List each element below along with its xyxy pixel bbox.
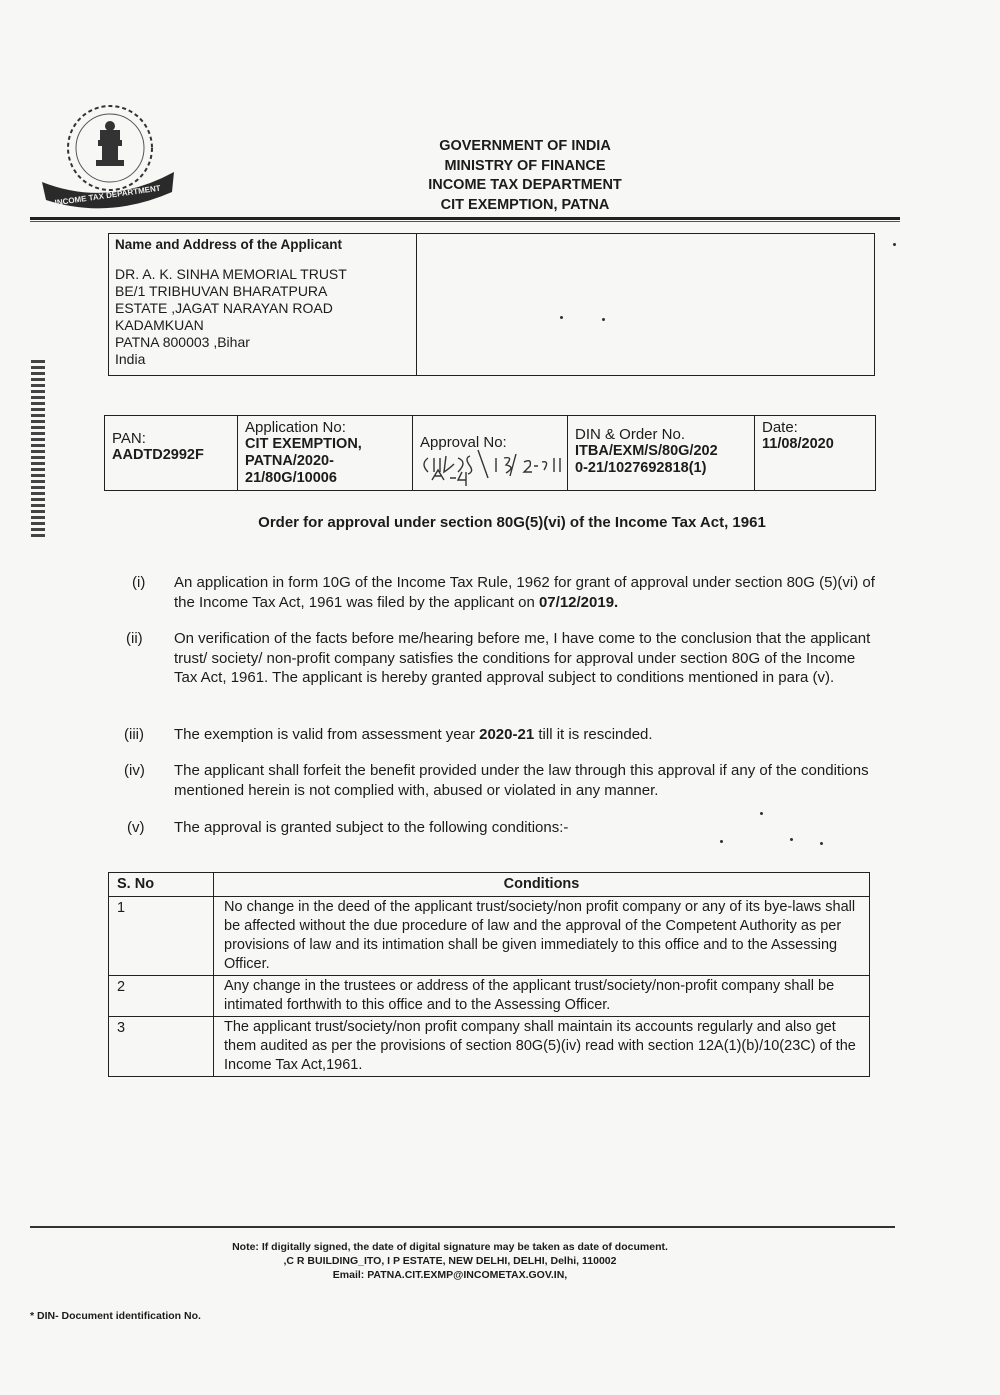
handwritten-approval-note xyxy=(414,436,574,494)
condition-number: 1 xyxy=(109,897,214,976)
paragraph-number: (iv) xyxy=(124,762,145,779)
filing-date: 07/12/2019. xyxy=(538,593,619,611)
pan-value: AADTD2992F xyxy=(112,447,204,463)
paragraph-text: An application in form 10G of the Income Tax Rule, 1962 for grant of approval under section 80G (5)(vi) of the Income Tax Act, 1961 was filed by the applicant on xyxy=(174,574,875,611)
footer-rule xyxy=(30,1226,895,1228)
scan-speck xyxy=(720,840,723,843)
din-label: DIN & Order No. xyxy=(575,426,686,443)
scan-speck xyxy=(602,318,605,321)
date-cell xyxy=(755,416,876,491)
order-title: Order for approval under section 80G(5)(vi) of the Income Tax Act, 1961 xyxy=(258,514,766,531)
table-header-row xyxy=(109,873,870,897)
paragraph-text: The exemption is valid from assessment year xyxy=(174,726,475,743)
table-row xyxy=(109,976,870,1017)
table-row xyxy=(109,897,870,976)
scan-speck xyxy=(560,316,563,319)
scan-speck xyxy=(893,243,896,246)
condition-text: No change in the deed of the applicant trust/society/non profit company or any of its bye-laws shall be affected without the due procedure of law and the approval of the Competent Authority as per provisions of law and its intimation shall be given immediately to this office and to the Assessing Officer. xyxy=(214,897,870,976)
applicant-label: Name and Address of the Applicant xyxy=(115,237,343,252)
address-line: PATNA 800003 ,Bihar xyxy=(115,334,250,350)
paragraph-text: till it is rescinded. xyxy=(538,726,653,743)
paragraph-number: (i) xyxy=(132,574,146,591)
paragraph-2 xyxy=(120,629,880,688)
header-line-3: INCOME TAX DEPARTMENT xyxy=(428,177,622,193)
scan-speck xyxy=(760,812,763,815)
paragraph-4 xyxy=(120,761,880,800)
table-row xyxy=(109,1017,870,1077)
paragraph-number: (v) xyxy=(127,819,145,836)
condition-text: Any change in the trustees or address of the applicant trust/society/non-profit company shall be intimated forthwith to this office and to the Assessing Officer. xyxy=(214,976,870,1017)
paragraph-5 xyxy=(120,818,880,838)
paragraph-3 xyxy=(120,725,880,745)
footer xyxy=(200,1240,700,1282)
scan-margin-barcode xyxy=(31,360,45,540)
header-line-1: GOVERNMENT OF INDIA xyxy=(439,138,611,154)
address-line: KADAMKUAN xyxy=(115,317,204,333)
din-footnote: * DIN- Document identification No. xyxy=(30,1310,201,1322)
condition-number: 3 xyxy=(109,1017,214,1077)
application-cell xyxy=(238,416,413,491)
header-line-4: CIT EXEMPTION, PATNA xyxy=(440,196,610,213)
condition-text: The applicant trust/society/non profit company shall maintain its accounts regularly and also get them audited as per the provisions of section 80G(5)(iv) read with section 12A(1)(b)/10(23C) of the Income Tax Act,1961. xyxy=(214,1017,870,1077)
applicant-box xyxy=(108,233,875,376)
date-label: Date: xyxy=(762,419,798,436)
application-value: CIT EXEMPTION, xyxy=(245,436,362,452)
applicant-cell xyxy=(109,234,417,376)
din-value: ITBA/EXM/S/80G/202 xyxy=(575,443,718,459)
header-rule xyxy=(30,217,900,220)
din-cell xyxy=(568,416,755,491)
department-header xyxy=(330,137,720,215)
application-value: 21/80G/10006 xyxy=(245,470,337,486)
header-line-2: MINISTRY OF FINANCE xyxy=(444,157,606,174)
paragraph-text: On verification of the facts before me/hearing before me, I have come to the conclusion that the applicant trust/ society/ non-profit company satisfies the conditions for approval under section 80G of the Income Tax Act, 1961. The applicant is hereby granted approval subject to conditions mentioned in para (v). xyxy=(174,630,871,686)
paragraph-1 xyxy=(120,573,880,612)
address-line: DR. A. K. SINHA MEMORIAL TRUST xyxy=(115,266,347,282)
address-line: ESTATE ,JAGAT NARAYAN ROAD xyxy=(115,300,333,316)
emblem-text: INCOME TAX DEPARTMENT xyxy=(54,183,162,208)
footer-email: Email: PATNA.CIT.EXMP@INCOMETAX.GOV.IN, xyxy=(332,1269,568,1281)
scan-speck xyxy=(790,838,793,841)
application-label: Application No: xyxy=(245,419,346,436)
address-line: BE/1 TRIBHUVAN BHARATPURA xyxy=(115,283,328,299)
conditions-table xyxy=(108,872,870,1077)
column-header-conditions: Conditions xyxy=(214,873,870,897)
column-header-sno: S. No xyxy=(109,873,214,897)
din-value: 0-21/1027692818(1) xyxy=(575,460,707,476)
date-value: 11/08/2020 xyxy=(762,436,834,452)
application-value: PATNA/2020- xyxy=(245,453,334,469)
paragraph-text: The approval is granted subject to the following conditions:- xyxy=(174,819,569,836)
footer-address: ,C R BUILDING_ITO, I P ESTATE, NEW DELHI, DELHI, Delhi, 110002 xyxy=(283,1255,617,1267)
scan-speck xyxy=(820,842,823,845)
applicant-blank-cell xyxy=(417,234,875,376)
condition-number: 2 xyxy=(109,976,214,1017)
address-line: India xyxy=(115,351,146,367)
paragraph-number: (iii) xyxy=(124,726,144,743)
assessment-year: 2020-21 xyxy=(479,726,535,743)
footer-note: Note: If digitally signed, the date of digital signature may be taken as date of document. xyxy=(232,1241,668,1253)
approval-label: Approval No: xyxy=(420,434,507,451)
pan-cell xyxy=(105,416,238,491)
paragraph-text: The applicant shall forfeit the benefit provided under the law through this approval if any of the conditions mentioned herein is not complied with, abused or violated in any manner. xyxy=(174,762,869,799)
pan-label: PAN: xyxy=(112,430,146,447)
header-rule-thin xyxy=(30,221,900,222)
department-emblem xyxy=(38,100,178,210)
paragraph-number: (ii) xyxy=(126,630,143,647)
